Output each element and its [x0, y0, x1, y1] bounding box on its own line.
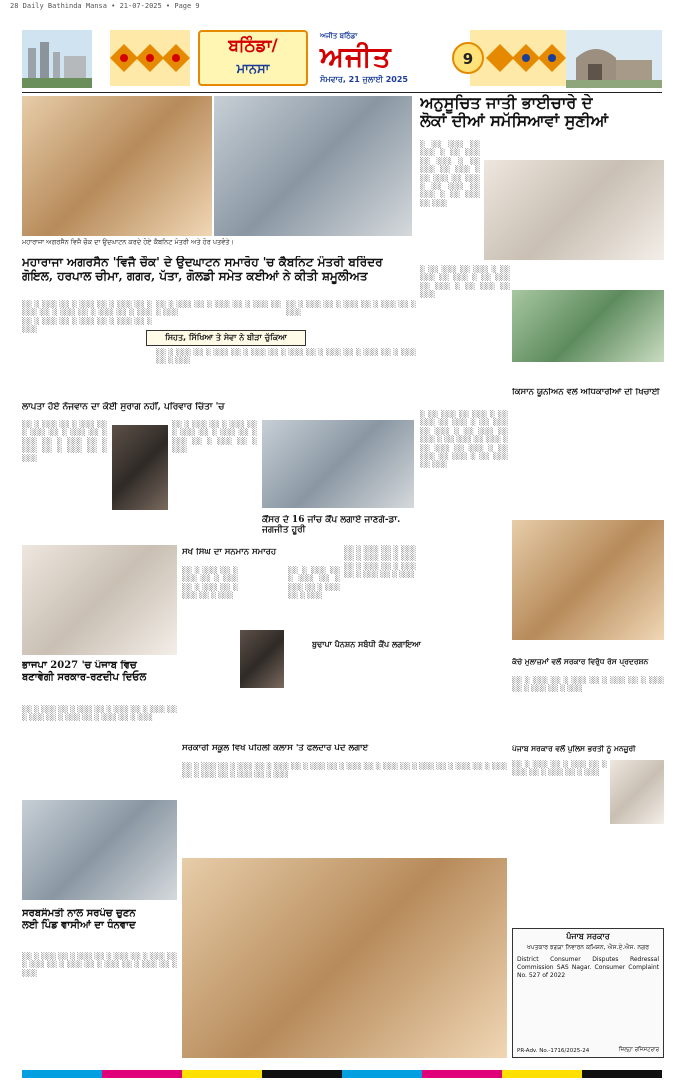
lead-headline-line-1: ਮਹਾਰਾਜਾ ਅਗਰਸੈਨ 'ਵਿਜੈ ਚੌਕ' ਦੇ ਉਦਘਾਟਨ ਸਮਾਰੋਹ 'ਚ ਕੈਬਨਿਟ ਮੰਤਰੀ ਬਰਿੰਦਰ — [22, 256, 383, 269]
masthead-rule — [22, 92, 662, 93]
lead-photo-1 — [22, 96, 212, 236]
farmer-group-photo — [512, 520, 664, 640]
police-body: ░░ ░ ░░░ ░░ ░ ░░░ ░░ ░ ░░░ ░░ ░ ░░░ ░░ ░ ░░░ — [512, 760, 607, 777]
notice-footer: PR-Adv. No.-1716/2025-24 — [517, 1048, 590, 1054]
sc-headline — [420, 94, 665, 138]
masthead-right-photo — [566, 30, 662, 88]
notice-subtitle: ਖਪਤਕਾਰ ਝਗੜਾ ਨਿਵਾਰਨ ਕਮਿਸ਼ਨ, ਐਸ.ਏ.ਐਸ. ਨਗਰ — [526, 944, 650, 951]
sarpanch-photo — [22, 800, 177, 900]
missing-body-col-1: ░░ ░ ░░░ ░░ ░ ░░░ ░░ ░ ░░░ ░░ ░ ░░░ ░░ ░ ░░░ ░░ ░ ░░░ ░░ ░ ░░░ ░░ ░ ░░░ ░░ ░ ░░░ — [22, 420, 107, 462]
bjp-headline-line-1: ਭਾਜਪਾ 2027 'ਚ ਪੰਜਾਬ ਵਿਚ — [22, 660, 137, 671]
masthead-left-photo — [22, 30, 92, 88]
lead-body-col-1: ░░ ░ ░░░ ░░ ░ ░░░ ░░ ░ ░░░ ░░ ░ ░░░ ░░ ░ ░░░ ░░ ░ ░░░ ░░ ░ ░░░ ░░ ░ ░░░ ░░ ░ ░░░ ░░ ░ ░░░ ░░ ░ ░░░ — [22, 300, 152, 334]
sekhon-headline: ਸੇਖੋਂ ਸਿੰਘ ਦਾ ਸਨਮਾਨ ਸਮਾਰੋਹ — [182, 548, 277, 557]
sekhon-body-col-1: ░░ ░ ░░░ ░░ ░ ░░░ ░░ ░ ░░░ ░░ ░ ░░░ ░░ ░ ░░░ ░░ ░ ░░░ — [182, 566, 238, 600]
pension-headline: ਬੁਢਾਪਾ ਪੈਨਸ਼ਨ ਸਬੰਧੀ ਕੈਂਪ ਲਗਾਇਆ — [312, 640, 421, 649]
police-headline: ਪੰਜਾਬ ਸਰਕਾਰ ਵਲੋਂ ਪੁਲਿਸ ਭਰਤੀ ਨੂੰ ਮਨਜ਼ੂਰੀ — [512, 745, 636, 753]
bjp-headline-line-2: ਬਣਾਵੇਗੀ ਸਰਕਾਰ-ਰਣਦੀਪ ਦਿਓਲ — [22, 671, 147, 683]
sc-body-col-1: ░ ░░ ░░░ ░░ ░░░ ░ ░░ ░░░ ░░ ░░░ ░ ░░ ░░░ ░░ ░░░ ░ ░░ ░░░ ░░ ░░░ ░ ░░ ░░░ ░░ ░░░ ░ ░░ ░░░ ░░ ░░░ — [420, 140, 480, 207]
school-body: ░░ ░ ░░░ ░░ ░ ░░░ ░░ ░ ░░░ ░░ ░ ░░░ ░░ ░ ░░░ ░░ ░ ░░░ ░░ ░ ░░░ ░░ ░ ░░░ ░░ ░ ░░░ ░░ ░ ░░░ ░░ ░ ░░░ ░░ ░ ░░░ — [182, 762, 507, 779]
sc-photo — [484, 160, 664, 260]
lead-photo-2 — [214, 96, 412, 236]
sc-body-col-3: ░ ░░ ░░░ ░░ ░░░ ░ ░░ ░░░ ░░ ░░░ ░ ░░ ░░░ ░░ ░░░ ░ ░░ ░░░ ░░ ░░░ ░ ░░ ░░░ ░░ ░░░ ░ ░░ ░░░ ░░ ░░░ ░ ░░ ░░░ ░░ ░░░ ░ ░░ ░░░ ░░ ░░░ — [420, 410, 508, 469]
page-number: 9 — [452, 42, 484, 74]
bjp-photo — [22, 545, 177, 655]
school-photo — [182, 858, 507, 1058]
sc-body-col-2: ░ ░░ ░░░ ░░ ░░░ ░ ░░ ░░░ ░░ ░░░ ░ ░░ ░░░ ░░ ░░░ ░ ░░ ░░░ ░░ ░░░ — [420, 265, 510, 299]
sc-headline-line-2: ਲੋਕਾਂ ਦੀਆਂ ਸਮੱਸਿਆਵਾਂ ਸੁਣੀਆਂ — [420, 111, 609, 131]
sarpanch-headline-line-2: ਲਈ ਪਿੰਡ ਵਾਸੀਆਂ ਦਾ ਧੰਨਵਾਦ — [22, 919, 136, 931]
region-line-1: ਬਠਿੰਡਾ/ — [228, 36, 278, 56]
region-line-2: ਮਾਨਸਾ — [236, 62, 270, 77]
lead-caption: ਮਹਾਰਾਜਾ ਅਗਰਸੈਨ ਵਿਜੈ ਚੌਕ ਦਾ ਉਦਘਾਟਨ ਕਰਦੇ ਹੋਏ ਕੈਬਨਿਟ ਮੰਤਰੀ ਅਤੇ ਹੋਰ ਪਤਵੰਤੇ। — [22, 238, 234, 246]
masthead-pattern-left — [110, 30, 190, 86]
bjp-headline — [22, 660, 177, 702]
missing-headline: ਲਾਪਤਾ ਹੋਏ ਨੌਜਵਾਨ ਦਾ ਕੋਈ ਸੁਰਾਗ ਨਹੀਂ, ਪਰਿਵਾਰ ਚਿੰਤਾ 'ਚ — [22, 402, 225, 412]
cancer-camp-headline: ਕੈਂਸਰ ਦੇ 16 ਜਾਂਚ ਕੈਂਪ ਲਗਾਏ ਜਾਣਗੇ-ਡਾ. ਜਗਜੀਤ ਹੂਰੀ — [262, 515, 401, 536]
brand-super: ਅਜੀਤ ਬਠਿੰਡਾ — [320, 32, 358, 40]
masthead-pattern-right — [470, 30, 566, 86]
region-label — [198, 30, 308, 86]
farmer-meeting-photo — [512, 290, 664, 362]
sarpanch-body: ░░ ░ ░░░ ░░ ░ ░░░ ░░ ░ ░░░ ░░ ░ ░░░ ░░ ░ ░░░ ░░ ░ ░░░ ░░ ░ ░░░ ░░ ░ ░░░ ░░ ░ ░░░ — [22, 952, 177, 977]
education-tag: ਸਿਹਤ, ਸਿੱਖਿਆ ਤੇ ਸੇਵਾ ਨੇ ਬੀੜਾ ਚੁੱਕਿਆ — [146, 330, 306, 346]
cancer-group-photo — [262, 420, 414, 508]
missing-person-photo — [112, 425, 168, 510]
lead-headline-line-2: ਗੋਇਲ, ਹਰਪਾਲ ਚੀਮਾ, ਗਗਰ, ਪੱਤਾ, ਗੋਲਡੀ ਸਮੇਤ ਕਈਆਂ ਨੇ ਕੀਤੀ ਸ਼ਮੂਲੀਅਤ — [22, 268, 368, 283]
lead-body-lower: ░░ ░ ░░░ ░░ ░ ░░░ ░░ ░ ░░░ ░░ ░ ░░░ ░░ ░ ░░░ ░░ ░ ░░░ ░░ ░ ░░░ ░░ ░ ░░░ — [156, 348, 416, 365]
sarpanch-headline-line-1: ਸਰਬਸੰਮਤੀ ਨਾਲ ਸਰਪੰਚ ਚੁਣਨ — [22, 908, 136, 919]
sekhon-portrait — [240, 630, 284, 688]
police-portrait — [610, 760, 664, 824]
lead-headline — [22, 256, 417, 298]
print-slug: 28 Daily Bathinda Mansa • 21-07-2025 • Page 9 — [10, 2, 200, 10]
employees-body: ░░ ░ ░░░ ░░ ░ ░░░ ░░ ░ ░░░ ░░ ░ ░░░ ░░ ░ ░░░ ░░ ░ ░░░ — [512, 676, 664, 693]
farmer-headline: ਕਿਸਾਨ ਯੂਨੀਅਨ ਵਲੋਂ ਅਧਿਕਾਰੀਆਂ ਦੀ ਖਿਚਾਈ — [512, 388, 660, 397]
notice-body: District Consumer Disputes Redressal Commission SAS Nagar. Consumer Complaint No. 527 of 2022 — [517, 956, 659, 979]
brand-name: ਅਜੀਤ — [320, 40, 392, 73]
notice-footer-right: ਜ਼ਿਲ੍ਹਾ ਰਜਿਸਟਰਾਰ — [618, 1047, 659, 1053]
color-registration-strip — [22, 1070, 662, 1078]
lead-body-col-2: ░░ ░ ░░░ ░░ ░ ░░░ ░░ ░ ░░░ ░░ ░ ░░░ — [156, 300, 281, 317]
edition-date: ਸੋਮਵਾਰ, 21 ਜੁਲਾਈ 2025 — [320, 75, 408, 84]
sc-headline-line-1: ਅਨੁਸੂਚਿਤ ਜਾਤੀ ਭਾਈਚਾਰੇ ਦੇ — [420, 94, 593, 112]
sarpanch-headline — [22, 908, 177, 948]
school-headline: ਸਰਕਾਰੀ ਸਕੂਲ ਵਿਖੇ ਪਹਿਲੀ ਕਲਾਸ 'ਤੇ ਫਲਦਾਰ ਪੌਦੇ ਲਗਾਏ — [182, 744, 369, 753]
government-notice — [512, 928, 664, 1058]
bjp-body: ░░ ░ ░░░ ░░ ░ ░░░ ░░ ░ ░░░ ░░ ░ ░░░ ░░ ░ ░░░ ░░ ░ ░░░ ░░ ░ ░░░ ░░ ░ ░░░ — [22, 705, 177, 722]
employees-headline: ਕੱਚੇ ਮੁਲਾਜ਼ਮਾਂ ਵਲੋਂ ਸਰਕਾਰ ਵਿਰੁੱਧ ਰੋਸ ਪ੍ਰਦਰਸ਼ਨ — [512, 658, 649, 666]
missing-body-col-2: ░░ ░ ░░░ ░░ ░ ░░░ ░░ ░ ░░░ ░░ ░ ░░░ ░░ ░ ░░░ ░░ ░ ░░░ ░░ ░ ░░░ — [172, 420, 257, 454]
brand-block — [312, 30, 442, 86]
cancer-body: ░░ ░ ░░░ ░░ ░ ░░░ ░░ ░ ░░░ ░░ ░ ░░░ ░░ ░ ░░░ ░░ ░ ░░░ ░░ ░ ░░░ ░░ ░ ░░░ — [344, 545, 416, 579]
lead-body-col-3: ░░ ░ ░░░ ░░ ░ ░░░ ░░ ░ ░░░ ░░ ░ ░░░ — [286, 300, 416, 317]
sekhon-body-col-2: ░░ ░ ░░░ ░░ ░ ░░░ ░░ ░ ░░░ ░░ ░ ░░░ ░░ ░ ░░░ — [288, 566, 340, 600]
notice-title: ਪੰਜਾਬ ਸਰਕਾਰ — [566, 932, 610, 941]
